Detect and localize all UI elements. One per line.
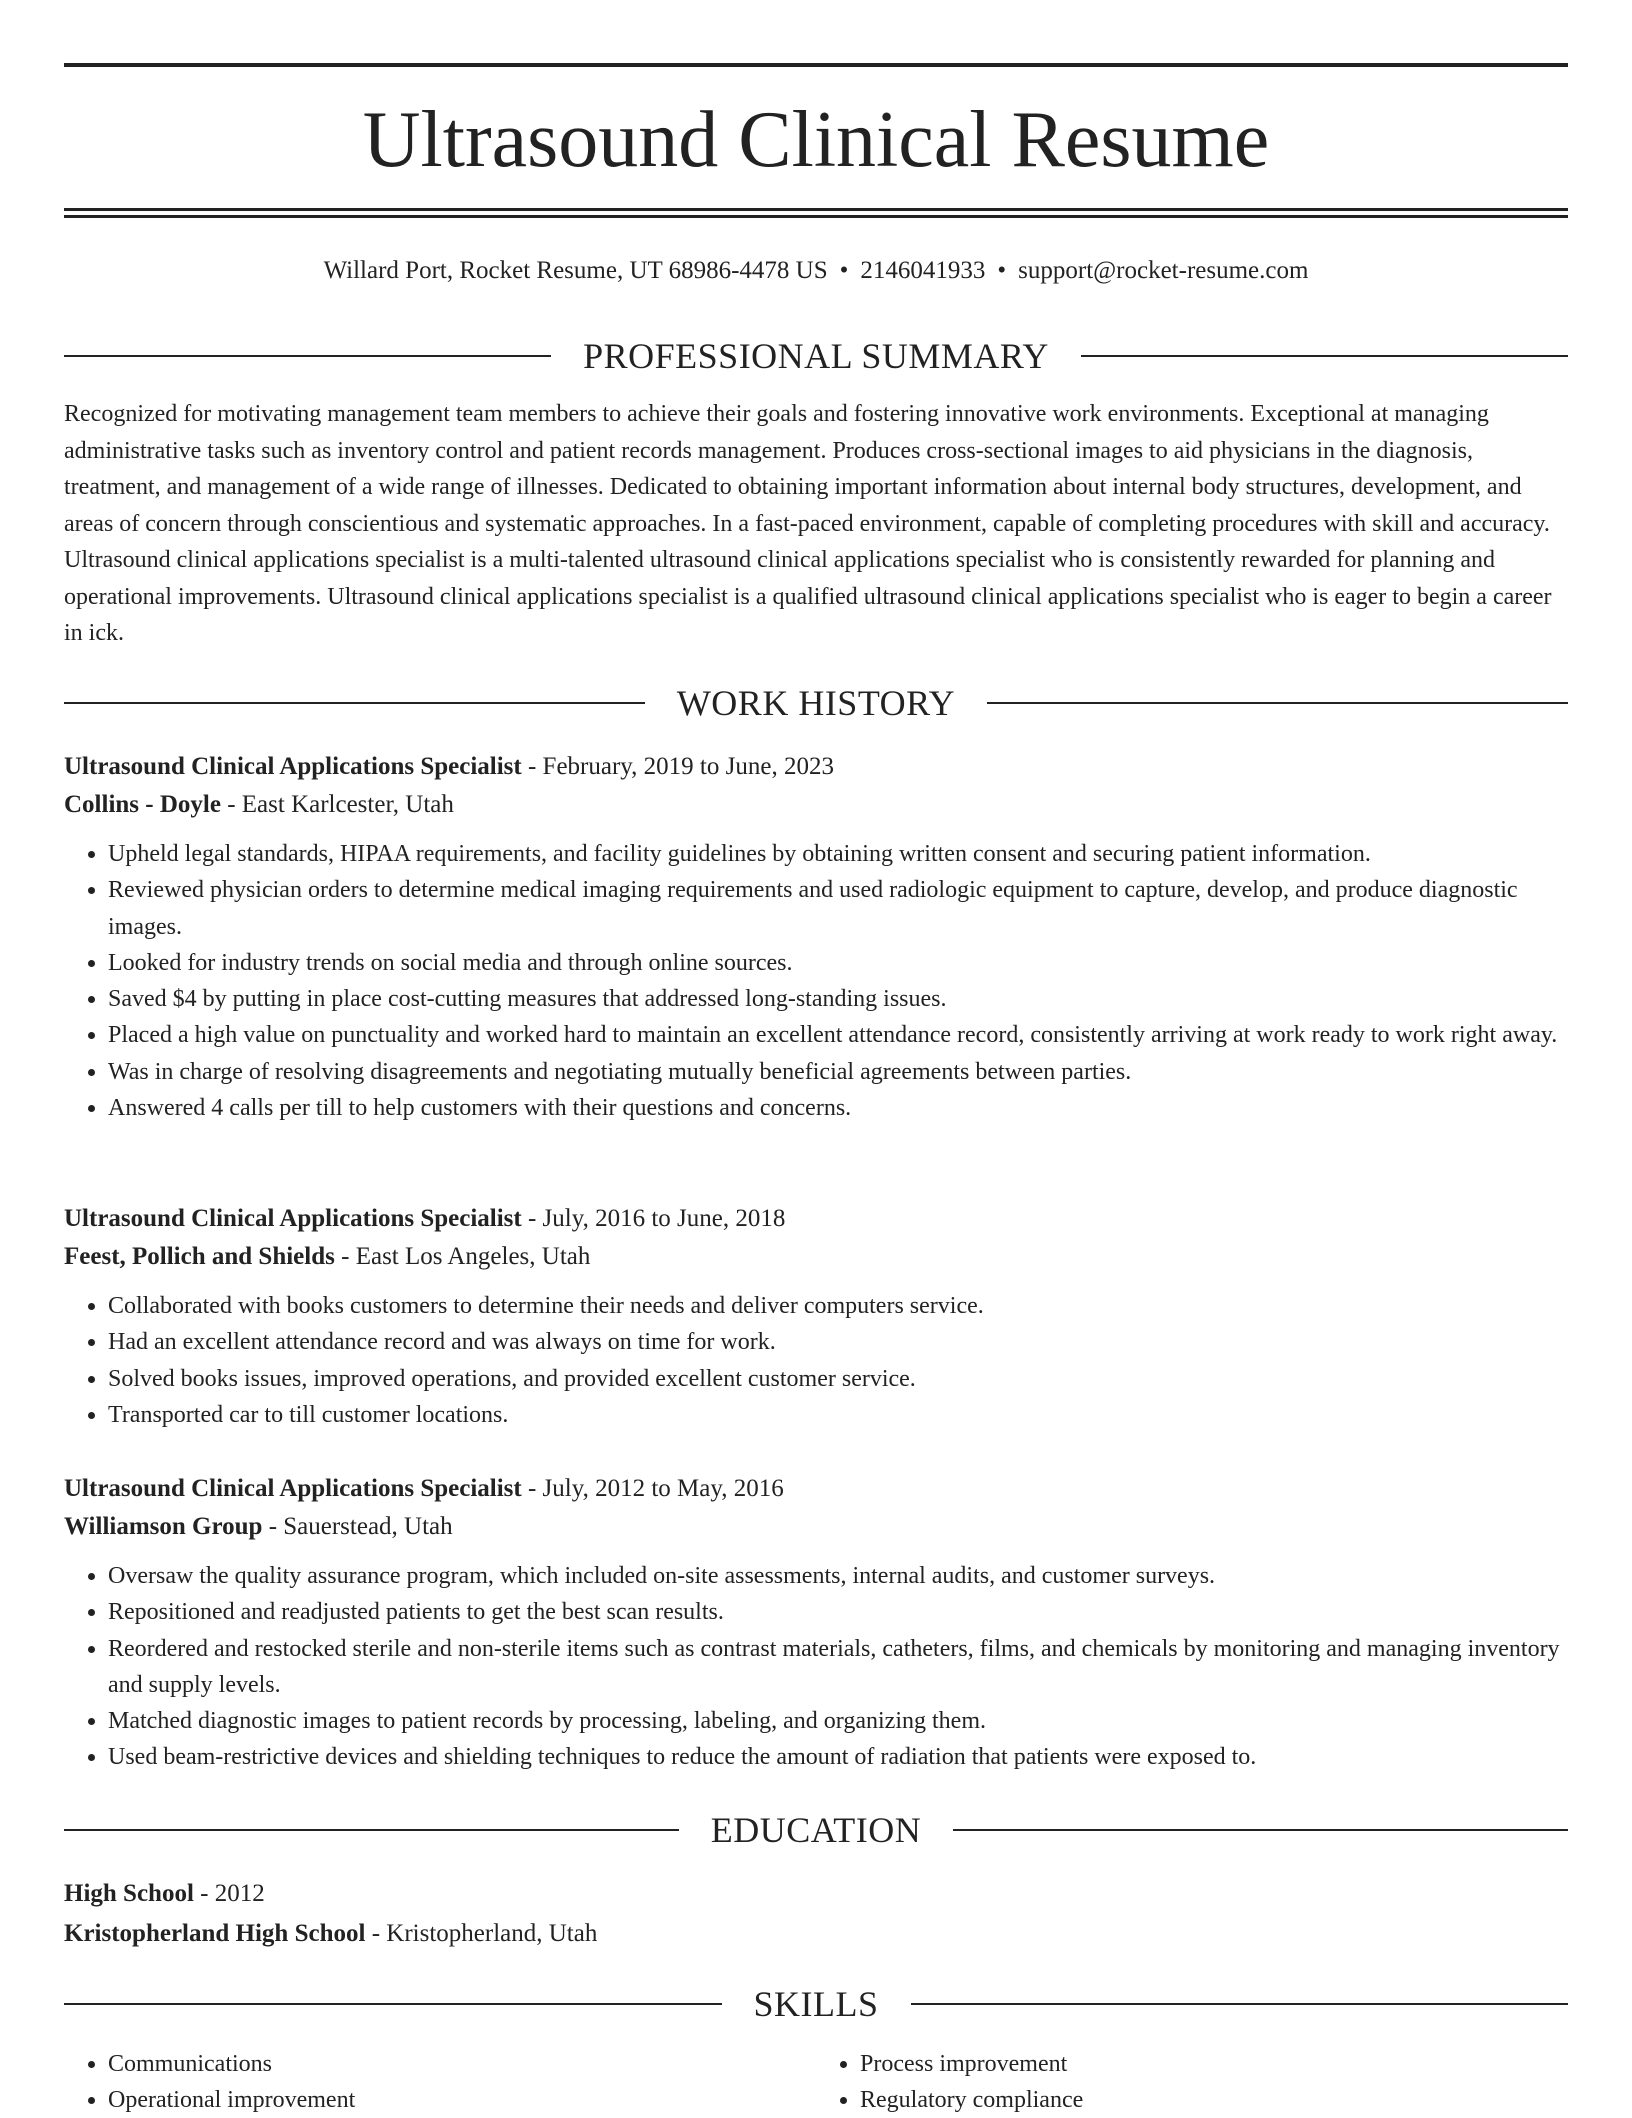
skill-item: • Regulatory compliance: [860, 2082, 1568, 2118]
job-bullets: [64, 1288, 1568, 1433]
job-title-line: [64, 748, 1568, 786]
skills-list: [64, 2046, 1568, 2118]
job-entry: [64, 748, 1568, 1126]
list-item: • Placed a high value on punctuality and worked hard to maintain an excellent attendance record, consistently arriving at work ready to work right away.: [108, 1017, 1568, 1053]
list-item: • Reordered and restocked sterile and non-sterile items such as contrast materials, catheters, films, and chemicals by monitoring and managing inventory and supply levels.: [108, 1631, 1568, 1704]
section-title: PROFESSIONAL SUMMARY: [583, 336, 1049, 376]
summary-text: Recognized for motivating management team members to achieve their goals and fostering innovative work environments. Exceptional at managing administrative tasks such as inventory control and patient records management. Produces cross-sectional images to aid physicians in the diagnosis, treatment, and management of a wide range of illnesses. Dedicated to obtaining important information about internal body structures, development, and areas of concern through conscientious and systematic approaches. In a fast-paced environment, capable of completing procedures with skill and accuracy. Ultrasound clinical applications specialist is a multi-talented ultrasound clinical applications specialist who is consistently rewarded for planning and operational improvements. Ultrasound clinical applications specialist is a qualified ultrasound clinical applications specialist who is eager to begin a career in ick.: [64, 401, 1552, 646]
job-company: Collins - Doyle: [64, 791, 221, 818]
section-rule: [64, 355, 551, 357]
section-rule: [911, 2003, 1569, 2005]
education-school-line: [64, 1914, 1568, 1954]
contact-separator: •: [839, 257, 849, 284]
job-company: Feest, Pollich and Shields: [64, 1243, 335, 1270]
contact-line: [64, 254, 1568, 288]
list-item: • Used beam-restrictive devices and shielding techniques to reduce the amount of radiation that patients were exposed to.: [108, 1739, 1568, 1775]
list-item: • Saved $4 by putting in place cost-cutting measures that addressed long-standing issues.: [108, 981, 1568, 1017]
education-location: - Kristopherland, Utah: [365, 1920, 598, 1947]
section-rule: [1081, 355, 1568, 357]
contact-phone: 2146041933: [860, 257, 986, 284]
job-entry: [64, 1470, 1568, 1776]
job-title: Ultrasound Clinical Applications Specialist: [64, 753, 522, 780]
job-location: - East Karlcester, Utah: [220, 791, 454, 818]
education-degree: High School: [64, 1880, 194, 1907]
education-school: Kristopherland High School: [64, 1920, 366, 1947]
section-rule: [987, 702, 1568, 704]
job-title: Ultrasound Clinical Applications Specialist: [64, 1475, 522, 1502]
job-entry: [64, 1200, 1568, 1433]
list-item: • Oversaw the quality assurance program, which included on-site assessments, internal audits, and customer surveys.: [108, 1558, 1568, 1594]
list-item: • Solved books issues, improved operations, and provided excellent customer service.: [108, 1361, 1568, 1397]
list-item: • Repositioned and readjusted patients to get the best scan results.: [108, 1594, 1568, 1630]
section-header-work: [64, 681, 1568, 725]
job-location: - Sauerstead, Utah: [262, 1513, 453, 1540]
section-title: WORK HISTORY: [676, 683, 956, 723]
job-dates: - February, 2019 to June, 2023: [521, 753, 834, 780]
contact-separator: •: [997, 257, 1007, 284]
job-title-line: [64, 1470, 1568, 1508]
list-item: • Was in charge of resolving disagreements and negotiating mutually beneficial agreements between parties.: [108, 1054, 1568, 1090]
job-bullets: [64, 1558, 1568, 1776]
list-item: • Matched diagnostic images to patient records by processing, labeling, and organizing them.: [108, 1703, 1568, 1739]
job-location: - East Los Angeles, Utah: [334, 1243, 591, 1270]
job-title: Ultrasound Clinical Applications Specialist: [64, 1205, 522, 1232]
list-item: • Had an excellent attendance record and was always on time for work.: [108, 1324, 1568, 1360]
job-company-line: [64, 786, 1568, 824]
education-degree-line: [64, 1874, 1568, 1914]
list-item: • Looked for industry trends on social media and through online sources.: [108, 945, 1568, 981]
skill-item: • Communications: [108, 2046, 816, 2082]
section-title: SKILLS: [753, 1984, 879, 2024]
education-year: - 2012: [193, 1880, 265, 1907]
section-title: EDUCATION: [710, 1810, 922, 1850]
list-item: • Collaborated with books customers to determine their needs and deliver computers service.: [108, 1288, 1568, 1324]
job-company-line: [64, 1238, 1568, 1276]
list-item: • Transported car to till customer locations.: [108, 1397, 1568, 1433]
job-bullets: [64, 836, 1568, 1126]
list-item: • Reviewed physician orders to determine medical imaging requirements and used radiologic equipment to capture, develop, and produce diagnostic images.: [108, 872, 1568, 945]
contact-address: Willard Port, Rocket Resume, UT 68986-4478 US: [323, 257, 828, 284]
education-entry: [64, 1874, 1568, 1954]
top-rule: [64, 63, 1568, 67]
list-item: • Upheld legal standards, HIPAA requirements, and facility guidelines by obtaining written consent and securing patient information.: [108, 836, 1568, 872]
section-rule: [64, 2003, 722, 2005]
section-rule: [64, 702, 645, 704]
section-rule: [953, 1829, 1568, 1831]
job-dates: - July, 2016 to June, 2018: [521, 1205, 786, 1232]
section-header-summary: [64, 334, 1568, 378]
section-rule: [64, 1829, 679, 1831]
section-header-education: [64, 1808, 1568, 1852]
skills-column-left: [64, 2046, 816, 2118]
job-title-line: [64, 1200, 1568, 1238]
skill-item: • Operational improvement: [108, 2082, 816, 2118]
section-header-skills: [64, 1982, 1568, 2026]
list-item: • Answered 4 calls per till to help customers with their questions and concerns.: [108, 1090, 1568, 1126]
job-company: Williamson Group: [64, 1513, 263, 1540]
title-double-rule: [64, 208, 1568, 218]
contact-email: support@rocket-resume.com: [1018, 257, 1309, 284]
job-company-line: [64, 1508, 1568, 1546]
skills-column-right: [816, 2046, 1568, 2118]
skill-item: • Process improvement: [860, 2046, 1568, 2082]
job-dates: - July, 2012 to May, 2016: [521, 1475, 784, 1502]
resume-title: Ultrasound Clinical Resume: [362, 96, 1270, 184]
